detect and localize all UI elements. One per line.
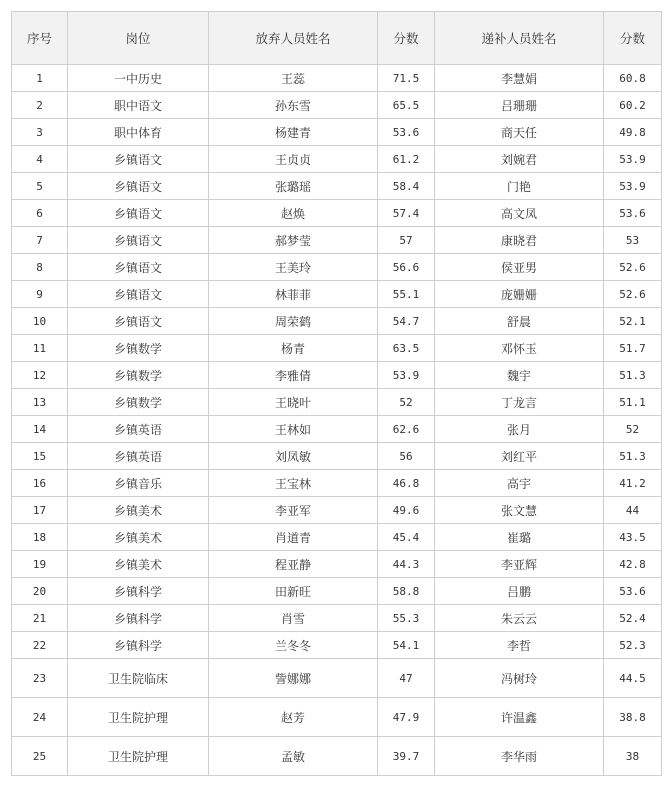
- cell-quit-name: 赵芳: [209, 698, 378, 737]
- cell-quit-name: 王蕊: [209, 65, 378, 92]
- cell-quit-name: 杨青: [209, 335, 378, 362]
- cell-post: 乡镇科学: [68, 578, 209, 605]
- table-row: [12, 308, 662, 335]
- cell-sub-score: 52.6: [604, 254, 662, 281]
- cell-sub-score: 51.3: [604, 443, 662, 470]
- cell-quit-name: 肖雪: [209, 605, 378, 632]
- table-row: [12, 335, 662, 362]
- cell-sub-score: 44.5: [604, 659, 662, 698]
- cell-quit-name: 王林如: [209, 416, 378, 443]
- cell-quit-score: 62.6: [378, 416, 435, 443]
- cell-quit-name: 王宝林: [209, 470, 378, 497]
- cell-no: 17: [12, 497, 68, 524]
- header-cell: 分数: [378, 12, 435, 65]
- cell-sub-score: 38: [604, 737, 662, 776]
- cell-post: 职中语文: [68, 92, 209, 119]
- cell-quit-name: 肖道青: [209, 524, 378, 551]
- header-cell: 岗位: [68, 12, 209, 65]
- cell-quit-score: 47: [378, 659, 435, 698]
- cell-post: 乡镇语文: [68, 308, 209, 335]
- cell-sub-name: 李亚辉: [435, 551, 604, 578]
- cell-sub-score: 52.6: [604, 281, 662, 308]
- cell-sub-score: 52: [604, 416, 662, 443]
- table-row: [12, 578, 662, 605]
- cell-quit-score: 54.1: [378, 632, 435, 659]
- cell-sub-score: 60.2: [604, 92, 662, 119]
- cell-quit-score: 53.9: [378, 362, 435, 389]
- cell-no: 20: [12, 578, 68, 605]
- cell-no: 19: [12, 551, 68, 578]
- table-body: [12, 65, 662, 776]
- table-row: [12, 362, 662, 389]
- cell-sub-name: 崔璐: [435, 524, 604, 551]
- cell-quit-score: 57.4: [378, 200, 435, 227]
- header-cell: 放弃人员姓名: [209, 12, 378, 65]
- cell-post: 一中历史: [68, 65, 209, 92]
- cell-no: 25: [12, 737, 68, 776]
- cell-post: 乡镇语文: [68, 200, 209, 227]
- cell-quit-name: 张璐瑶: [209, 173, 378, 200]
- cell-quit-name: 孙东雪: [209, 92, 378, 119]
- table-row: [12, 281, 662, 308]
- table-row: [12, 551, 662, 578]
- table-row: [12, 146, 662, 173]
- cell-quit-name: 李亚军: [209, 497, 378, 524]
- cell-sub-name: 门艳: [435, 173, 604, 200]
- cell-sub-name: 朱云云: [435, 605, 604, 632]
- cell-post: 乡镇美术: [68, 524, 209, 551]
- cell-quit-name: 訾娜娜: [209, 659, 378, 698]
- table-row: [12, 65, 662, 92]
- cell-post: 乡镇美术: [68, 551, 209, 578]
- table-row: [12, 443, 662, 470]
- cell-sub-name: 高文凤: [435, 200, 604, 227]
- table-row: [12, 737, 662, 776]
- cell-sub-score: 41.2: [604, 470, 662, 497]
- cell-quit-name: 李雅倩: [209, 362, 378, 389]
- cell-sub-score: 51.7: [604, 335, 662, 362]
- cell-post: 乡镇语文: [68, 146, 209, 173]
- cell-post: 卫生院临床: [68, 659, 209, 698]
- table-row: [12, 470, 662, 497]
- cell-post: 职中体育: [68, 119, 209, 146]
- table-row: [12, 200, 662, 227]
- cell-quit-score: 56: [378, 443, 435, 470]
- header-cell: 序号: [12, 12, 68, 65]
- cell-sub-name: 康晓君: [435, 227, 604, 254]
- cell-no: 12: [12, 362, 68, 389]
- cell-sub-score: 53.9: [604, 173, 662, 200]
- table-row: [12, 92, 662, 119]
- cell-post: 卫生院护理: [68, 698, 209, 737]
- cell-sub-score: 42.8: [604, 551, 662, 578]
- cell-sub-name: 商天任: [435, 119, 604, 146]
- cell-quit-score: 45.4: [378, 524, 435, 551]
- cell-sub-name: 李华雨: [435, 737, 604, 776]
- cell-sub-name: 魏宇: [435, 362, 604, 389]
- cell-sub-name: 吕珊珊: [435, 92, 604, 119]
- cell-no: 18: [12, 524, 68, 551]
- cell-post: 乡镇语文: [68, 173, 209, 200]
- cell-quit-name: 王美玲: [209, 254, 378, 281]
- cell-sub-score: 38.8: [604, 698, 662, 737]
- table-row: [12, 173, 662, 200]
- cell-sub-name: 吕鹏: [435, 578, 604, 605]
- cell-sub-name: 刘婉君: [435, 146, 604, 173]
- cell-post: 乡镇科学: [68, 605, 209, 632]
- cell-post: 乡镇数学: [68, 335, 209, 362]
- cell-no: 5: [12, 173, 68, 200]
- cell-quit-score: 39.7: [378, 737, 435, 776]
- cell-sub-score: 51.3: [604, 362, 662, 389]
- table-row: [12, 227, 662, 254]
- cell-sub-score: 51.1: [604, 389, 662, 416]
- cell-sub-name: 刘红平: [435, 443, 604, 470]
- cell-sub-name: 丁龙言: [435, 389, 604, 416]
- table-row: [12, 605, 662, 632]
- table-row: [12, 659, 662, 698]
- cell-quit-name: 杨建青: [209, 119, 378, 146]
- cell-quit-score: 58.4: [378, 173, 435, 200]
- cell-sub-name: 邓怀玉: [435, 335, 604, 362]
- cell-post: 乡镇语文: [68, 227, 209, 254]
- cell-quit-score: 71.5: [378, 65, 435, 92]
- cell-sub-name: 庞姗姗: [435, 281, 604, 308]
- table-row: [12, 497, 662, 524]
- cell-no: 24: [12, 698, 68, 737]
- substitution-table: [11, 11, 662, 776]
- cell-no: 15: [12, 443, 68, 470]
- cell-no: 22: [12, 632, 68, 659]
- header-cell: 分数: [604, 12, 662, 65]
- cell-post: 乡镇美术: [68, 497, 209, 524]
- cell-sub-score: 53.6: [604, 200, 662, 227]
- cell-post: 乡镇英语: [68, 443, 209, 470]
- cell-no: 14: [12, 416, 68, 443]
- cell-sub-name: 张月: [435, 416, 604, 443]
- cell-quit-score: 53.6: [378, 119, 435, 146]
- cell-no: 21: [12, 605, 68, 632]
- cell-sub-name: 高宇: [435, 470, 604, 497]
- table-row: [12, 698, 662, 737]
- table-row: [12, 632, 662, 659]
- cell-sub-score: 53.6: [604, 578, 662, 605]
- cell-no: 6: [12, 200, 68, 227]
- table-row: [12, 119, 662, 146]
- cell-quit-score: 61.2: [378, 146, 435, 173]
- cell-quit-score: 52: [378, 389, 435, 416]
- cell-sub-name: 李慧娟: [435, 65, 604, 92]
- cell-quit-name: 郝梦莹: [209, 227, 378, 254]
- cell-sub-score: 52.3: [604, 632, 662, 659]
- cell-quit-score: 44.3: [378, 551, 435, 578]
- cell-quit-score: 63.5: [378, 335, 435, 362]
- table-row: [12, 524, 662, 551]
- cell-sub-score: 60.8: [604, 65, 662, 92]
- table-row: [12, 254, 662, 281]
- cell-quit-name: 刘凤敏: [209, 443, 378, 470]
- cell-sub-name: 李哲: [435, 632, 604, 659]
- cell-no: 8: [12, 254, 68, 281]
- cell-post: 乡镇数学: [68, 389, 209, 416]
- cell-quit-name: 周荣鹤: [209, 308, 378, 335]
- cell-quit-score: 49.6: [378, 497, 435, 524]
- cell-no: 4: [12, 146, 68, 173]
- cell-quit-score: 65.5: [378, 92, 435, 119]
- cell-sub-score: 53.9: [604, 146, 662, 173]
- cell-quit-name: 林菲菲: [209, 281, 378, 308]
- cell-sub-score: 44: [604, 497, 662, 524]
- cell-quit-name: 兰冬冬: [209, 632, 378, 659]
- cell-quit-name: 程亚静: [209, 551, 378, 578]
- cell-post: 乡镇音乐: [68, 470, 209, 497]
- cell-no: 23: [12, 659, 68, 698]
- cell-post: 卫生院护理: [68, 737, 209, 776]
- table-row: [12, 416, 662, 443]
- cell-no: 3: [12, 119, 68, 146]
- cell-no: 16: [12, 470, 68, 497]
- cell-quit-score: 54.7: [378, 308, 435, 335]
- cell-no: 13: [12, 389, 68, 416]
- cell-post: 乡镇数学: [68, 362, 209, 389]
- cell-no: 1: [12, 65, 68, 92]
- cell-sub-name: 张文慧: [435, 497, 604, 524]
- cell-quit-score: 57: [378, 227, 435, 254]
- cell-no: 11: [12, 335, 68, 362]
- cell-quit-score: 46.8: [378, 470, 435, 497]
- cell-sub-score: 53: [604, 227, 662, 254]
- cell-no: 10: [12, 308, 68, 335]
- cell-no: 2: [12, 92, 68, 119]
- cell-quit-name: 赵焕: [209, 200, 378, 227]
- cell-quit-name: 田新旺: [209, 578, 378, 605]
- cell-quit-score: 55.3: [378, 605, 435, 632]
- header-cell: 递补人员姓名: [435, 12, 604, 65]
- cell-sub-score: 52.1: [604, 308, 662, 335]
- cell-quit-name: 王贞贞: [209, 146, 378, 173]
- cell-quit-score: 47.9: [378, 698, 435, 737]
- cell-sub-name: 许温鑫: [435, 698, 604, 737]
- cell-post: 乡镇语文: [68, 281, 209, 308]
- cell-sub-name: 舒晨: [435, 308, 604, 335]
- cell-sub-score: 43.5: [604, 524, 662, 551]
- cell-post: 乡镇英语: [68, 416, 209, 443]
- cell-no: 9: [12, 281, 68, 308]
- cell-quit-score: 58.8: [378, 578, 435, 605]
- cell-post: 乡镇科学: [68, 632, 209, 659]
- cell-quit-score: 55.1: [378, 281, 435, 308]
- cell-post: 乡镇语文: [68, 254, 209, 281]
- table-row: [12, 389, 662, 416]
- cell-quit-score: 56.6: [378, 254, 435, 281]
- table-header-row: [12, 12, 662, 65]
- cell-quit-name: 孟敏: [209, 737, 378, 776]
- cell-sub-name: 侯亚男: [435, 254, 604, 281]
- cell-sub-score: 52.4: [604, 605, 662, 632]
- cell-sub-score: 49.8: [604, 119, 662, 146]
- cell-quit-name: 王晓叶: [209, 389, 378, 416]
- cell-no: 7: [12, 227, 68, 254]
- cell-sub-name: 冯树玲: [435, 659, 604, 698]
